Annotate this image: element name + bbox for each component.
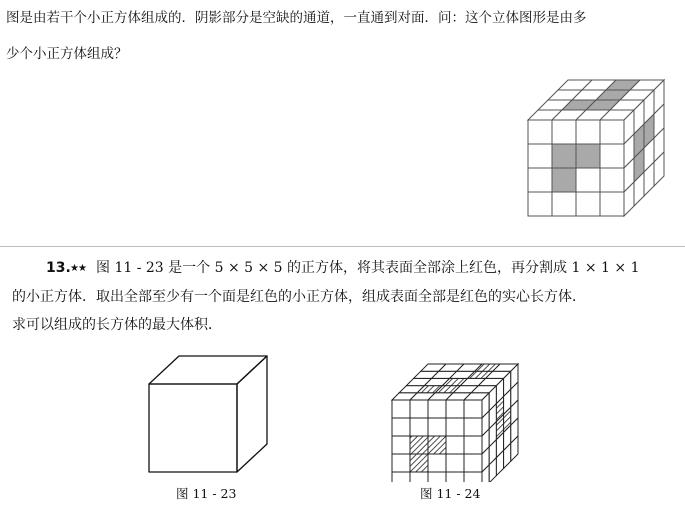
problem-text-line-1: 图是由若干个小正方体组成的．阴影部分是空缺的通道，一直通到对面．问：这个立体图形是由多 <box>6 10 587 26</box>
section-divider <box>0 246 685 247</box>
front-face-cell <box>528 120 552 144</box>
front-face-cell <box>528 192 552 216</box>
front-face-cell <box>410 472 428 482</box>
problem-number: 13. <box>46 260 71 276</box>
front-face-cell <box>446 418 464 436</box>
front-face-cell <box>446 454 464 472</box>
front-face-cell <box>392 454 410 472</box>
front-face-cell <box>576 120 600 144</box>
front-face-cell <box>410 400 428 418</box>
front-face-cell <box>464 472 482 482</box>
front-face-cell <box>392 472 410 482</box>
front-face-hole <box>410 436 428 454</box>
problem-text-line-2: 少个小正方体组成？ <box>6 46 128 62</box>
cube-side-face <box>237 356 267 472</box>
front-face-cell <box>428 400 446 418</box>
front-face-cell <box>576 192 600 216</box>
front-face-cell <box>446 436 464 454</box>
front-face-hole <box>428 436 446 454</box>
front-face-cell <box>428 454 446 472</box>
front-face-cell <box>446 472 464 482</box>
front-face-cell <box>600 120 624 144</box>
problem-13-line-2: 的小正方体．取出全部至少有一个面是红色的小正方体，组成表面全部是红色的实心长方体． <box>12 289 586 305</box>
problem-13-line-3: 求可以组成的长方体的最大体积． <box>12 317 222 333</box>
solid-cube-figure <box>145 352 275 477</box>
front-face-cell <box>576 168 600 192</box>
front-face-cell <box>464 454 482 472</box>
front-face-hole <box>410 454 428 472</box>
front-face-cell <box>464 436 482 454</box>
problem-13-line-1: 图 11 - 23 是一个 5 × 5 × 5 的正方体，将其表面全部涂上红色，再分割成 1 × 1 × 1 <box>96 260 640 276</box>
front-face-hole <box>576 144 600 168</box>
perforated-cube-figure <box>522 74 672 224</box>
figure-11-23-caption: 图 11 - 23 <box>176 486 237 501</box>
front-face-cell <box>392 418 410 436</box>
figure-11-24-caption: 图 11 - 24 <box>420 486 481 501</box>
front-face-cell <box>528 168 552 192</box>
cube-top-face <box>149 356 267 384</box>
front-face-cell <box>392 400 410 418</box>
front-face-cell <box>464 400 482 418</box>
front-face-cell <box>428 472 446 482</box>
front-face-cell <box>552 192 576 216</box>
front-face-cell <box>600 168 624 192</box>
front-face-cell <box>528 144 552 168</box>
front-face-cell <box>392 436 410 454</box>
front-face-hole <box>552 144 576 168</box>
front-face-cell <box>410 418 428 436</box>
hatched-grid-cube-figure <box>388 352 523 482</box>
front-face-cell <box>428 418 446 436</box>
cube-front-face <box>149 384 237 472</box>
difficulty-stars: ★★ <box>70 263 86 274</box>
front-face-cell <box>600 192 624 216</box>
front-face-cell <box>464 418 482 436</box>
front-face-cell <box>552 120 576 144</box>
front-face-cell <box>446 400 464 418</box>
front-face-hole <box>552 168 576 192</box>
front-face-cell <box>600 144 624 168</box>
